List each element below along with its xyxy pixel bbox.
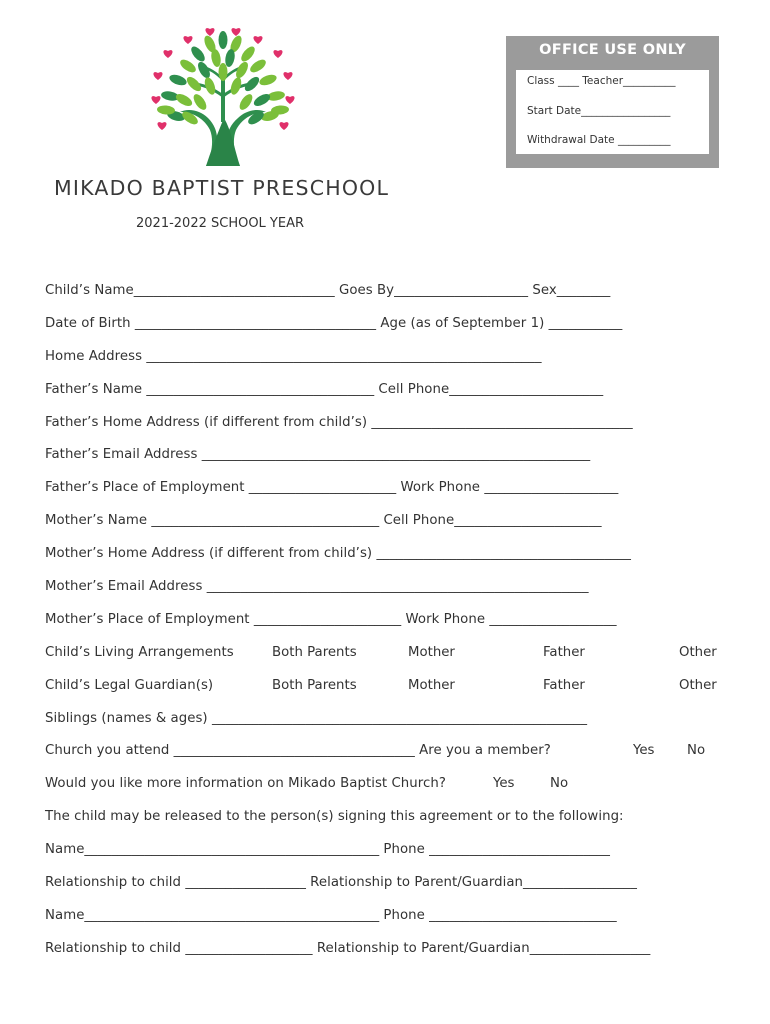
childs-name-line[interactable]: Child’s Name______________________________ Goes By____________________ Sex________ [45,283,611,298]
father-employment-line[interactable]: Father’s Place of Employment ______________________ Work Phone ____________________ [45,480,619,495]
mother-email-line[interactable]: Mother’s Email Address _________________________________________________________ [45,579,589,594]
mother-name-line[interactable]: Mother’s Name __________________________________ Cell Phone______________________ [45,513,602,528]
release-name-1-line[interactable]: Name____________________________________________ Phone ___________________________ [45,842,611,857]
church-member-yes[interactable]: Yes [633,743,655,758]
father-name-line[interactable]: Father’s Name __________________________________ Cell Phone_______________________ [45,382,604,397]
more-info-no[interactable]: No [550,776,569,791]
tree-logo-icon [148,26,298,170]
guardian-option-father[interactable]: Father [543,678,585,693]
living-option-both-parents[interactable]: Both Parents [272,645,357,660]
school-year: 2021-2022 SCHOOL YEAR [136,216,305,231]
guardian-option-other[interactable]: Other [679,678,717,693]
release-relationship-1-line[interactable]: Relationship to child __________________ Relationship to Parent/Guardian_________________ [45,875,637,890]
legal-guardian-label: Child’s Legal Guardian(s) [45,678,214,693]
living-arrangements-label: Child’s Living Arrangements [45,645,234,660]
release-statement: The child may be released to the person(s) signing this agreement or to the following: [45,809,624,824]
mother-home-address-line[interactable]: Mother’s Home Address (if different from child’s) ______________________________________ [45,546,631,561]
school-name: MIKADO BAPTIST PRESCHOOL [54,176,390,200]
church-line[interactable]: Church you attend ____________________________________ Are you a member? [45,743,551,758]
office-withdrawal-date-line[interactable]: Withdrawal Date __________ [527,134,671,146]
living-option-other[interactable]: Other [679,645,717,660]
guardian-option-mother[interactable]: Mother [408,678,455,693]
office-class-teacher-line[interactable]: Class ____ Teacher__________ [527,75,676,87]
mother-employment-line[interactable]: Mother’s Place of Employment ______________________ Work Phone ___________________ [45,612,617,627]
siblings-line[interactable]: Siblings (names & ages) ________________________________________________________ [45,711,588,726]
release-relationship-2-line[interactable]: Relationship to child ___________________ Relationship to Parent/Guardian__________________ [45,941,651,956]
more-info-question: Would you like more information on Mikado Baptist Church? [45,776,446,791]
date-of-birth-line[interactable]: Date of Birth ____________________________________ Age (as of September 1) ___________ [45,316,623,331]
office-use-title: OFFICE USE ONLY [539,42,686,58]
living-option-mother[interactable]: Mother [408,645,455,660]
office-start-date-line[interactable]: Start Date_________________ [527,105,671,117]
father-email-line[interactable]: Father’s Email Address __________________________________________________________ [45,447,591,462]
living-option-father[interactable]: Father [543,645,585,660]
father-home-address-line[interactable]: Father’s Home Address (if different from child’s) _______________________________________ [45,415,633,430]
release-name-2-line[interactable]: Name____________________________________________ Phone ____________________________ [45,908,617,923]
home-address-line[interactable]: Home Address ___________________________________________________________ [45,349,542,364]
guardian-option-both-parents[interactable]: Both Parents [272,678,357,693]
office-use-fields [516,70,709,154]
more-info-yes[interactable]: Yes [493,776,515,791]
office-use-box [506,36,719,168]
church-member-no[interactable]: No [687,743,706,758]
